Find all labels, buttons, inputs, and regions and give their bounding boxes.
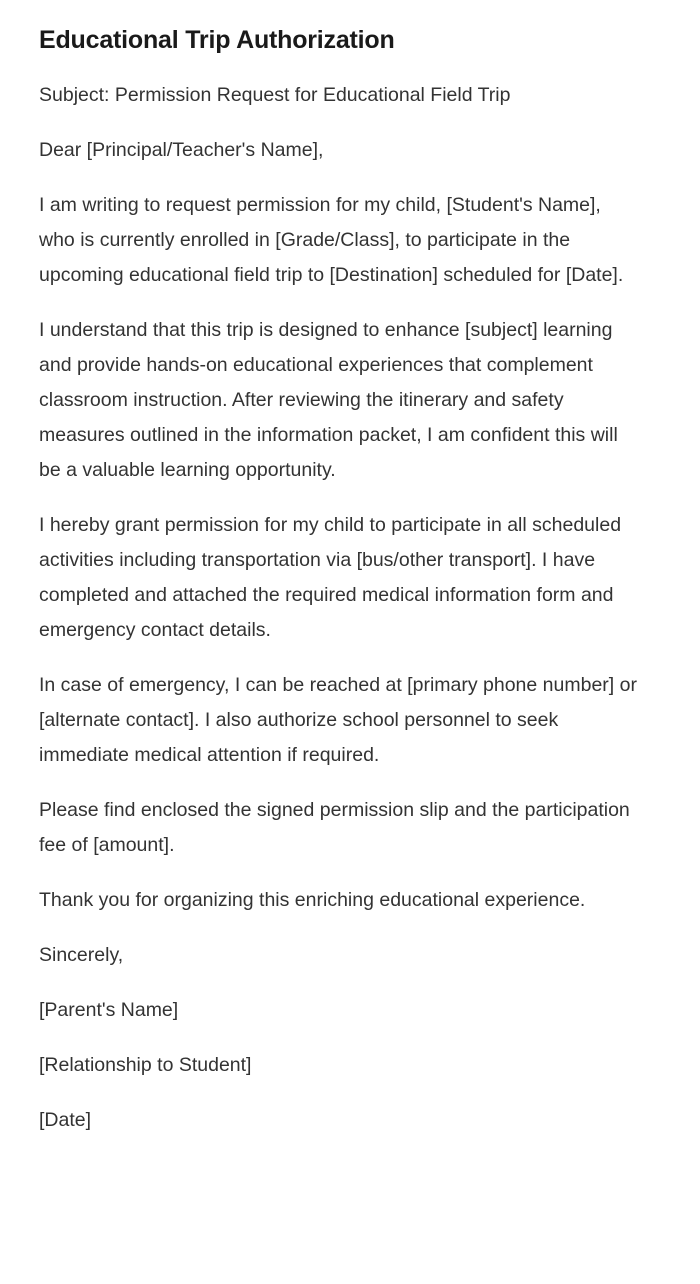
body-paragraph-5: Please find enclosed the signed permission slip and the participation fee of [amount]. xyxy=(39,799,630,857)
page-title: Educational Trip Authorization xyxy=(39,26,395,54)
signature-parent-name: [Parent's Name] xyxy=(39,999,179,1022)
body-paragraph-2: I understand that this trip is designed to enhance [subject] learning and provide hands-on educational experiences that complement classroom instruction. After reviewing the itinerary and safety measures outlined in the information packet, I am confident this will be a valuable learning opportunity. xyxy=(39,319,618,482)
body-paragraph-4: In case of emergency, I can be reached at [primary phone number] or [alternate contact]. I also authorize school personnel to seek immediate medical attention if required. xyxy=(39,674,637,767)
subject-line: Subject: Permission Request for Educational Field Trip xyxy=(39,84,511,107)
salutation: Dear [Principal/Teacher's Name], xyxy=(39,139,324,162)
body-paragraph-3: I hereby grant permission for my child to participate in all scheduled activities including transportation via [bus/other transport]. I have completed and attached the required medical information form and emergency contact details. xyxy=(39,514,622,642)
signature-relationship: [Relationship to Student] xyxy=(39,1054,252,1077)
body-paragraph-6: Thank you for organizing this enriching educational experience. xyxy=(39,889,586,912)
closing-salutation: Sincerely, xyxy=(39,944,124,967)
body-paragraph-1: I am writing to request permission for my child, [Student's Name], who is currently enrolled in [Grade/Class], to participate in the upcoming educational field trip to [Destination] scheduled for [Date]. xyxy=(39,194,624,287)
signature-date: [Date] xyxy=(39,1109,92,1132)
